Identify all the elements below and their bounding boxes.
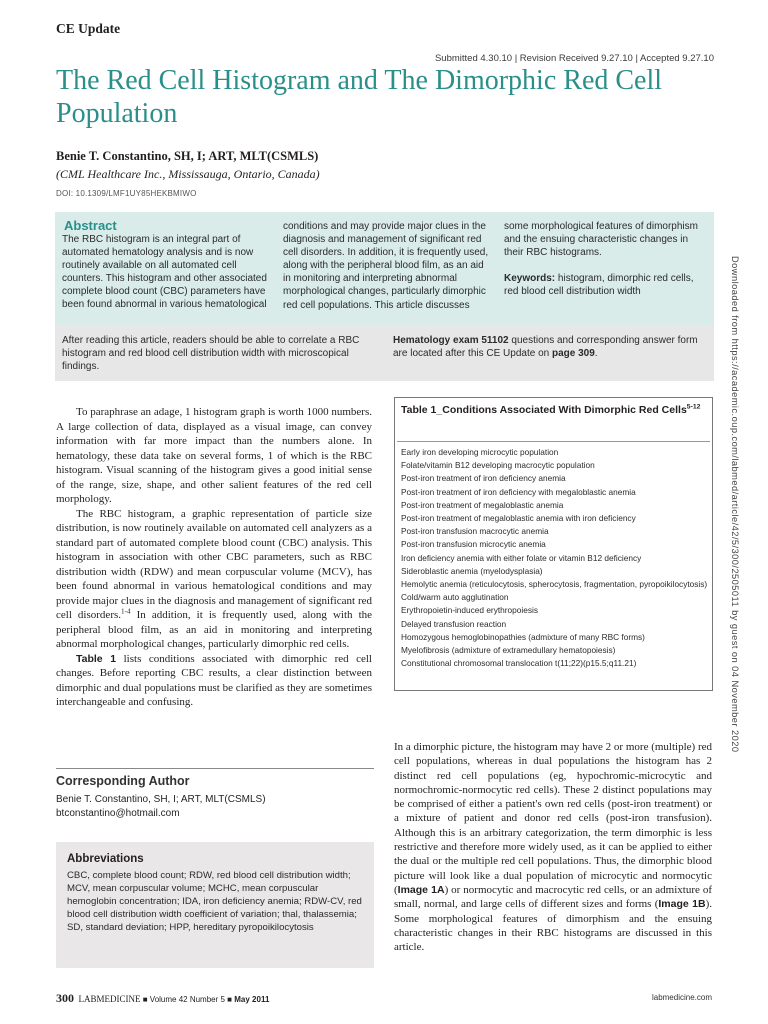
keywords-label: Keywords: [504, 273, 556, 285]
paragraph-2 [56, 507, 372, 652]
exam-note [393, 334, 703, 360]
table-1-row: Hemolytic anemia (reticulocytosis, spherocytosis, fragmentation, pyropoikilocytosis) [401, 579, 708, 590]
table-1-title [401, 404, 701, 417]
citation-ref[interactable]: 1-4 [121, 607, 131, 616]
table-1-row: Constitutional chromosomal translocation t(11;22)(p15.5;q11.21) [401, 658, 637, 669]
section-label: CE Update [56, 21, 121, 36]
table-1-row: Post-iron treatment of megaloblastic anemia with iron deficiency [401, 513, 636, 524]
paragraph-3-text: lists conditions associated with dimorphic red cell changes. Before reporting CBC results, a clear distinction between dimorphic and dual populations must be clarified as they are sometimes interchangeable and confusing. [56, 652, 372, 708]
submission-info: Submitted 4.30.10 | Revision Received 9.27.10 | Accepted 9.27.10 [434, 53, 714, 64]
table-1-row: Post-iron transfusion microcytic anemia [401, 539, 546, 550]
exam-page-link[interactable]: page 309 [551, 348, 595, 360]
body-column-left [56, 405, 372, 710]
paragraph-4-text: In a dimorphic picture, the histogram may have 2 or more (multiple) red cell populations, whereas in dual populations the histogram has 2 distinct red cell populations (eg, hypochromic-microcytic and normochromic-normocytic red cells). These 2 distinct populations may be comprised of either a patient's own red cells (post-iron treatment) or a mixture of patient and donor red cells (post-iron transfusion). Although this is an arbitrary categorization, the term dimorphic is less restrictive and therefore more widely used, as it can be applied to either the dual or the multiple red cell populations. Thus, the dimorphic blood picture will look like a dual population of microcytic and normocytic ( [394, 741, 712, 896]
corresponding-author-email[interactable]: btconstantino@hotmail.com [56, 808, 180, 819]
table-1-row: Erythropoietin-induced erythropoiesis [401, 605, 538, 616]
exam-text-end: . [594, 348, 598, 360]
table-1-row: Delayed transfusion reaction [401, 618, 507, 629]
paragraph-4 [394, 740, 712, 954]
table-1-row: Cold/warm auto agglutination [401, 592, 509, 603]
author-line: Benie T. Constantino, SH, I; ART, MLT(CSMLS) [56, 149, 319, 163]
abstract-column-3 [504, 220, 710, 298]
corresponding-author-name: Benie T. Constantino, SH, I; ART, MLT(CSMLS) [56, 794, 266, 805]
abstract-column-3-text: some morphological features of dimorphism and the ensuing characteristic changes in their RBC histograms. [504, 221, 698, 259]
abstract-column-2: conditions and may provide major clues in the diagnosis and management of significant red cell disorders. In addition, it is frequently used, along with the peripheral blood film, as an aid in monitoring and interpreting abnormal morphological changes, particularly dimorphic red cell populations. This article discusses [283, 221, 489, 311]
learning-objective-text: After reading this article, readers should be able to correlate a RBC histogram and red blood cell distribution width with microscopical findings. [62, 335, 360, 373]
table-1-row: Post-iron treatment of iron deficiency with megaloblastic anemia [401, 486, 636, 497]
table-1-row: Myelofibrosis (admixture of extramedullary hematopoiesis) [401, 645, 616, 656]
body-column-right [394, 740, 712, 954]
table-1-row: Early iron developing microcytic population [401, 447, 559, 457]
paragraph-3 [56, 652, 372, 710]
corresponding-author-heading: Corresponding Author [56, 774, 190, 788]
table-1-title-text: Table 1_Conditions Associated With Dimorphic Red Cells [401, 404, 687, 416]
table-1-row: Post-iron treatment of iron deficiency anemia [401, 473, 566, 484]
page-number: 300 [56, 991, 74, 1005]
journal-website[interactable]: labmedicine.com [651, 993, 712, 1002]
exam-label: Hematology exam 51102 [393, 335, 509, 346]
paragraph-2-text: The RBC histogram, a graphic representation of particle size distribution, is now routinely available on automated cell analyzers as a standard part of automated complete blood count (CBC) analysis. This histogram in association with other CBC parameters, such as RBC distribution width (RDW) and mean corpuscular volume (MCV), has been found abnormal in various hematological conditions and may provide major clues in the diagnosis and management of significant red cell disorders. [56, 507, 372, 621]
table-1-citation[interactable]: 5-12 [686, 403, 701, 411]
paragraph-4-text-2: ) or normocytic and macrocytic red cells, or an admixture of small, normal, and large cells of different sizes and forms ( [394, 883, 712, 911]
table-1-row: Homozygous hemoglobinopathies (admixture of many RBC forms) [401, 631, 645, 642]
paragraph-1: To paraphrase an adage, 1 histogram graph is worth 1000 numbers. A large collection of data, displayed as a visual image, can convey information with far more impact than the numbers alone. In hematology, these data take on several forms, 1 of which is the RBC histogram. Visual scanning of the histogram gives a good initial sense of the range, size, shape, and other salient features of the red cell morphology. [56, 406, 372, 505]
download-notice: Downloaded from https://academic.oup.com/labmed/article/42/5/300/2505011 by guest on 04 November 2020 [730, 256, 740, 753]
paragraph-2-text-end: In addition, it is frequently used, along with the peripheral blood film, as an aid in monitoring and interpreting abnormal morphological changes, particularly dimorphic red cells. [56, 609, 373, 650]
paragraph-4-text-3: ). Some morphological features of dimorphism and the ensuing characteristic changes in their RBC histograms are discussed in this article. [394, 898, 712, 954]
image-1a-ref[interactable]: Image 1A [397, 883, 445, 896]
exam-text: questions and corresponding answer form are located after this CE Update on [393, 335, 698, 360]
affiliation: (CML Healthcare Inc., Mississauga, Ontario, Canada) [56, 167, 320, 181]
table-1-row: Sideroblastic anemia (myelodysplasia) [401, 565, 543, 576]
abstract-heading: Abstract [64, 218, 117, 233]
journal-name: LABMEDICINE [78, 994, 141, 1004]
article-title: The Red Cell Histogram and The Dimorphic Red Cell Population [56, 65, 663, 129]
table-1-row: Folate/vitamin B12 developing macrocytic population [401, 460, 595, 471]
table-1-row: Post-iron transfusion macrocytic anemia [401, 526, 549, 537]
table-1-divider [397, 441, 710, 442]
issue-info: ■ Volume 42 Number 5 ■ [142, 995, 233, 1004]
abstract-column-1: The RBC histogram is an integral part of automated hematology analysis and is now routinely available on all automated cell counters. This histogram and other associated complete blood count (CBC) parameters have been found abnormal in various hematological [62, 234, 267, 311]
image-1b-ref[interactable]: Image 1B [658, 898, 706, 911]
abbreviations-heading: Abbreviations [67, 853, 144, 865]
table-1-row: Iron deficiency anemia with either folate or vitamin B12 deficiency [401, 552, 642, 563]
doi-link[interactable]: DOI: 10.1309/LMF1UY85HEKBMIWO [56, 189, 197, 198]
corresponding-divider [56, 768, 374, 769]
keywords [504, 272, 710, 298]
table-1-ref[interactable]: Table 1 [76, 652, 117, 665]
issue-date: May 2011 [234, 995, 270, 1004]
abbreviations-text: CBC, complete blood count; RDW, red blood cell distribution width; MCV, mean corpuscular volume; MCHC, mean corpuscular hemoglobin concentration; IDA, iron deficiency anemia; RDW-CV, red blood cell distribution width coefficient of variation; thal, thalassemia; SD, standard deviation; HPP, hereditary pyropoikilocytosis [67, 870, 362, 934]
footer-left [56, 991, 269, 1006]
table-1-row: Post-iron treatment of megaloblastic anemia [401, 499, 564, 510]
table-1-body [401, 446, 707, 670]
keywords-list: histogram, dimorphic red cells, red blood cell distribution width [504, 273, 694, 298]
